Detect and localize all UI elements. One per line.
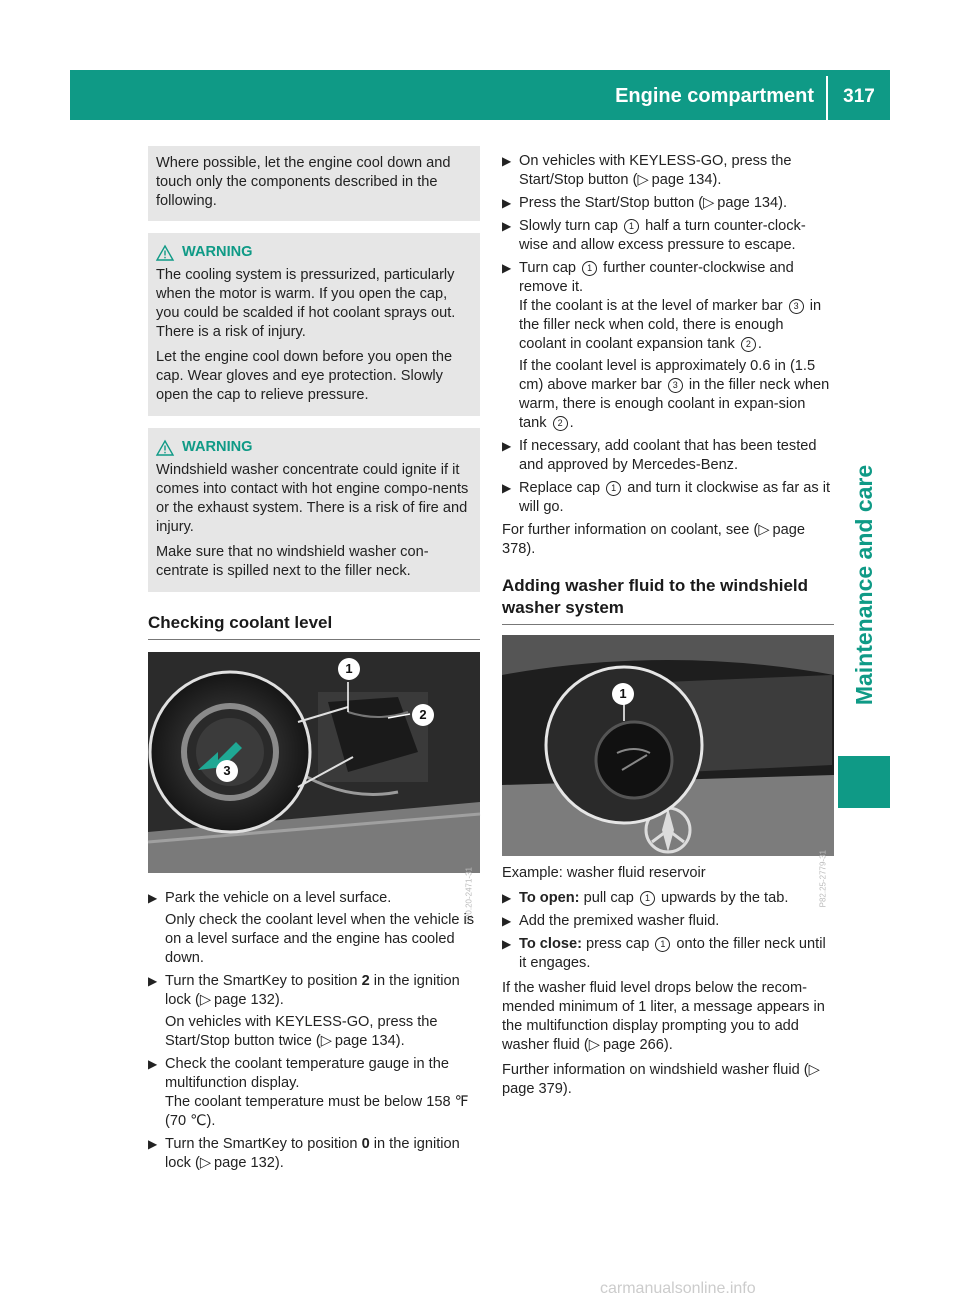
- callout-ref-2: 2: [553, 416, 568, 431]
- intro-text: Where possible, let the engine cool down and touch only the components described in the following.: [156, 155, 451, 209]
- coolant-tank-photo: [148, 652, 480, 925]
- page-ref-link[interactable]: page 134: [717, 195, 779, 211]
- page-ref-link[interactable]: page 132: [214, 992, 275, 1008]
- warning-triangle-icon: [156, 440, 174, 456]
- section-title-coolant: Checking coolant level: [148, 612, 480, 640]
- side-tab-label: Maintenance and care: [851, 464, 877, 706]
- coolant-level-cold: If the coolant is at the level of marker bar 3 in the filler neck when cold, there is enough coolant in coolant expansion tank 2 .: [519, 298, 822, 352]
- step-arrow-icon: ▶: [502, 196, 512, 210]
- site-watermark: carmanualsonline.info: [600, 1280, 756, 1297]
- warning-text: Let the engine cool down before you open the cap. Wear gloves and eye protection. Slowly open the cap to relieve pressure.: [156, 349, 453, 403]
- callout-ref-1: 1: [640, 891, 655, 906]
- warning-text: Make sure that no windshield washer con-centrate is spilled next to the filler neck.: [156, 544, 429, 579]
- further-info-coolant: For further information on coolant, see (▷ page 378).: [502, 522, 805, 557]
- section-header-title: Engine compartment: [615, 85, 814, 107]
- step-item: ▶ Replace cap 1 and turn it clockwise as far as it will go.: [502, 480, 831, 515]
- callout-ref-3: 3: [789, 299, 804, 314]
- warning-label: WARNING: [182, 439, 253, 455]
- step-arrow-icon: ▶: [502, 154, 512, 168]
- warning-text: The cooling system is pressurized, particularly when the motor is warm. If you open the cap, you could be scalded if hot coolant sprays out. There is a risk of injury.: [156, 267, 456, 340]
- callout-ref-2: 2: [741, 337, 756, 352]
- warning-box-cooling: [148, 233, 480, 416]
- step-item: ▶ Turn the SmartKey to position 2 in the ignition lock (▷ page 132). On vehicles with KEYLESS-GO, press the Start/Stop button twice (▷ page 134).: [148, 973, 460, 1049]
- engine-bay-illustration: [148, 652, 480, 873]
- step-item: ▶ To open: pull cap 1 upwards by the tab.: [502, 890, 789, 906]
- warning-heading: [156, 438, 472, 457]
- step-arrow-icon: ▶: [502, 439, 512, 453]
- step-arrow-icon: ▶: [148, 1137, 158, 1151]
- callout-1: 1: [612, 683, 634, 705]
- figure-caption: Example: washer fluid reservoir: [502, 865, 706, 881]
- callout-1: 1: [338, 658, 360, 680]
- step-item: ▶ Park the vehicle on a level surface. Only check the coolant level when the vehicle is on a level surface and the engine has cooled down.: [148, 890, 475, 966]
- step-item: ▶ Slowly turn cap 1 half a turn counter-clock-wise and allow excess pressure to escape.: [502, 218, 806, 253]
- coolant-level-warm: If the coolant level is approximately 0.6 in (1.5 cm) above marker bar 3 in the filler neck when warm, there is enough coolant in expan-sion tank 2 .: [519, 358, 830, 431]
- page-ref-link[interactable]: page 378: [502, 522, 805, 557]
- warning-text: Windshield washer concentrate could ignite if it comes into contact with hot engine compo-nents or the exhaust system. There is a risk of fire and injury.: [156, 462, 469, 535]
- ref-arrow-icon: ▷: [588, 1037, 601, 1053]
- ref-arrow-icon: ▷: [637, 172, 649, 188]
- step-arrow-icon: ▶: [502, 219, 512, 233]
- callout-ref-1: 1: [606, 481, 621, 496]
- step-arrow-icon: ▶: [502, 261, 512, 275]
- page-ref-link[interactable]: page 134: [651, 172, 713, 188]
- cap-steps: [502, 152, 834, 517]
- warning-box-washer: [148, 428, 480, 592]
- step-item: ▶ Check the coolant temperature gauge in the multifunction display. The coolant temperature must be below 158 ℉ (70 ℃).: [148, 1056, 469, 1129]
- header-divider: [826, 76, 828, 120]
- intro-box: [148, 146, 480, 221]
- page-ref-link[interactable]: page 379: [502, 1081, 563, 1097]
- engine-bay-illustration: [502, 635, 834, 856]
- step-item: ▶ On vehicles with KEYLESS-GO, press the Start/Stop button (▷ page 134).: [502, 153, 792, 188]
- ref-arrow-icon: ▷: [199, 1155, 212, 1171]
- left-column: [148, 146, 480, 1177]
- callout-ref-3: 3: [668, 378, 683, 393]
- washer-further-info: Further information on windshield washer fluid (▷ page 379).: [502, 1062, 820, 1097]
- step-arrow-icon: ▶: [148, 891, 158, 905]
- warning-label: WARNING: [182, 244, 253, 260]
- callout-ref-1: 1: [624, 219, 639, 234]
- side-tab-marker: [838, 756, 890, 808]
- header-bar: [70, 70, 890, 120]
- callout-2: 2: [412, 704, 434, 726]
- step-arrow-icon: ▶: [502, 891, 512, 905]
- step-arrow-icon: ▶: [502, 481, 512, 495]
- step-arrow-icon: ▶: [148, 1057, 158, 1071]
- step-item: ▶ To close: press cap 1 onto the filler neck until it engages.: [502, 936, 826, 971]
- side-tab: [838, 440, 890, 730]
- warning-triangle-icon: [156, 245, 174, 261]
- washer-steps: [502, 889, 834, 973]
- section-title-washer: Adding washer fluid to the windshield washer system: [502, 575, 834, 625]
- ref-arrow-icon: ▷: [703, 195, 715, 211]
- step-item: ▶ Add the premixed washer fluid.: [502, 913, 720, 929]
- step-item: ▶ Turn the SmartKey to position 0 in the ignition lock (▷ page 132).: [148, 1136, 460, 1171]
- ref-arrow-icon: ▷: [199, 992, 212, 1008]
- step-arrow-icon: ▶: [502, 937, 512, 951]
- right-column: [502, 152, 834, 1105]
- step-arrow-icon: ▶: [148, 974, 158, 988]
- ref-arrow-icon: ▷: [758, 522, 770, 538]
- step-item: ▶ Turn cap 1 further counter-clockwise and remove it. If the coolant is at the level of marker bar 3 in the filler neck when cold, there is enough coolant in coolant expansion tank 2 . If the coolant level is approximately 0.6 in (1.5 cm) above marker bar 3 in the filler neck when warm, there is enough coolant in expan-sion tank 2 .: [502, 259, 834, 433]
- ref-arrow-icon: ▷: [808, 1062, 820, 1078]
- ref-arrow-icon: ▷: [320, 1033, 332, 1049]
- callout-3: 3: [216, 760, 238, 782]
- step-arrow-icon: ▶: [502, 914, 512, 928]
- page-ref-link[interactable]: page 266: [602, 1037, 664, 1053]
- callout-ref-1: 1: [582, 261, 597, 276]
- figure-code: P20.20-2471-31: [464, 867, 473, 925]
- step-item: ▶ Press the Start/Stop button (▷ page 134).: [502, 195, 788, 211]
- washer-level-info: If the washer fluid level drops below the recom-mended minimum of 1 liter, a message appears in the multifunction display prompting you to add washer fluid (▷ page 266).: [502, 980, 825, 1053]
- figure-code: P82.25-2779-31: [818, 850, 827, 908]
- callout-ref-1: 1: [655, 937, 670, 952]
- page-ref-link[interactable]: page 132: [214, 1155, 275, 1171]
- page-ref-link[interactable]: page 134: [334, 1033, 396, 1049]
- coolant-steps: [148, 889, 480, 1173]
- page-number: 317: [843, 86, 875, 107]
- warning-heading: [156, 243, 472, 262]
- step-item: ▶ If necessary, add coolant that has been tested and approved by Mercedes-Benz.: [502, 438, 817, 473]
